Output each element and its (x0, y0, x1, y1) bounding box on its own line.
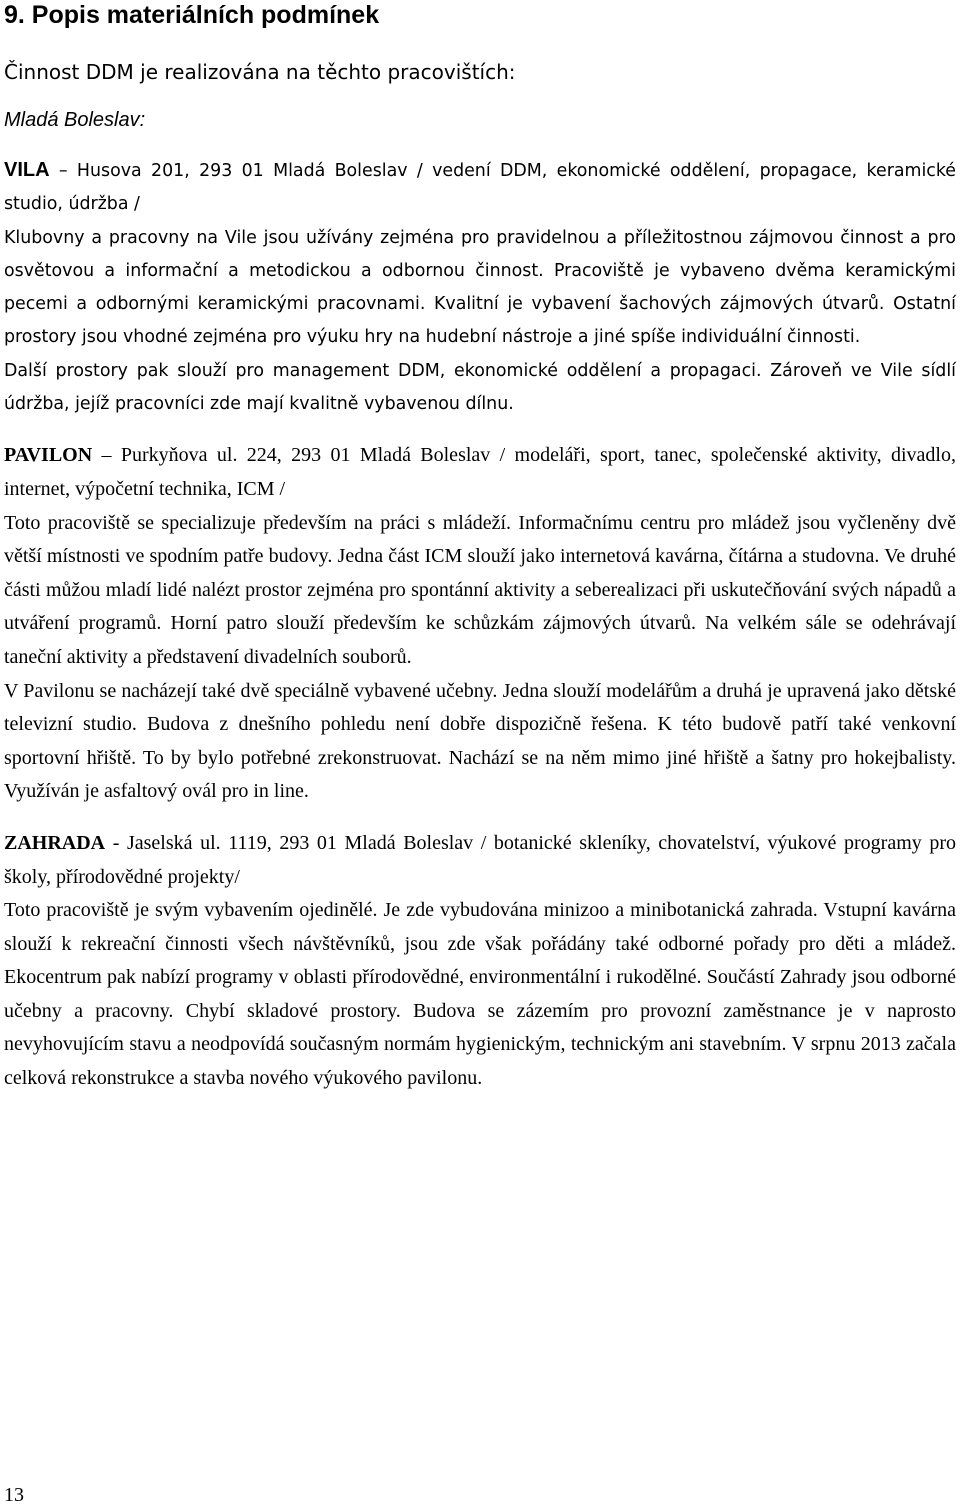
zahrada-name: ZAHRADA (4, 831, 106, 854)
zahrada-paragraph: Toto pracoviště je svým vybavením ojedinělé. Je zde vybudována minizoo a minibotanická zahrada. Vstupní kavárna slouží k rekreační činnosti všech návštěvníků, jsou zde však pořádány také odborné pořady pro děti a mládež. Ekocentrum pak nabízí programy v oblasti přírodovědné, environmentální i rukodělné. Součástí Zahrady jsou odborné učebny a pracovny. Chybí skladové prostory. Budova se zázemím pro provozní zaměstnance je v naprosto nevyhovujícím stavu a neodpovídá současným normám hygienickým, technickým ani stavebním. V srpnu 2013 začala celková rekonstrukce a stavba nového výukového pavilonu. (4, 899, 956, 1090)
vila-paragraph: Klubovny a pracovny na Vile jsou užívány zejména pro pravidelnou a příležitostnou zájmovou činnost a pro osvětovou a informační a metodickou a odbornou činnost. Pracoviště je vybaveno dvěma keramickými pecemi a odbornými keramickými pracovnami. Kvalitní je vybavení šachových zájmových útvarů. Ostatní prostory jsou vhodné zejména pro výuku hry na hudební nástroje a jiné spíše individuální činnosti. (4, 227, 956, 348)
pavilon-address (4, 439, 956, 506)
pavilon-paragraph: V Pavilonu se nacházejí také dvě speciálně vybavené učebny. Jedna slouží modelářům a druhá je upravená jako dětské televizní studio. Budova z dnešního pohledu není dobře dispozičně řešena. K této budově patří také venkovní sportovní hřiště. To by bylo potřebné zrekonstruovat. Nachází se na něm mimo jiné hřiště a šatny pro hokejbalisty. Využíván je asfaltový ovál pro in line. (4, 679, 956, 803)
vila-address (4, 154, 956, 222)
page-number: 13 (4, 1484, 24, 1506)
vila-paragraph: Další prostory pak slouží pro management DDM, ekonomické oddělení a propagaci. Zároveň ve Vile sídlí údržba, jejíž pracovníci zde mají kvalitně vybavenou dílnu. (4, 360, 956, 415)
intro-line: Činnost DDM je realizována na těchto pracovištích: (4, 60, 516, 84)
pavilon-paragraph: Toto pracoviště se specializuje především na práci s mládeží. Informačnímu centru pro mládež jsou vyčleněny dvě větší místnosti ve spodním patře budovy. Jedna část ICM slouží jako internetová kavárna, čítárna a studovna. Ve druhé části můžou mladí lidé nalézt prostor zejména pro spontánní aktivity a seberealizaci při uskutečňování svých nápadů a utváření programů. Horní patro slouží především ke schůzkám zájmových útvarů. Na velkém sále se odehrávají taneční aktivity a představení divadelních souborů. (4, 511, 956, 668)
zahrada-address-text: - Jaselská ul. 1119, 293 01 Mladá Boleslav / botanické skleníky, chovatelství, výukové programy pro školy, přírodovědné projekty/ (4, 831, 956, 888)
zahrada-address (4, 827, 956, 894)
vila-section (4, 154, 956, 421)
section-heading: 9. Popis materiálních podmínek (4, 1, 380, 29)
document-page (4, 0, 956, 1096)
vila-name: VILA (4, 159, 50, 181)
zahrada-section (4, 827, 956, 1096)
vila-address-text: – Husova 201, 293 01 Mladá Boleslav / vedení DDM, ekonomické oddělení, propagace, keramické studio, údržba / (4, 161, 956, 215)
pavilon-name: PAVILON (4, 444, 93, 467)
pavilon-section (4, 439, 956, 809)
pavilon-address-text: – Purkyňova ul. 224, 293 01 Mladá Boleslav / modeláři, sport, tanec, společenské aktivity, divadlo, internet, výpočetní technika, ICM / (4, 444, 956, 500)
city-subheading: Mladá Boleslav: (4, 109, 146, 131)
